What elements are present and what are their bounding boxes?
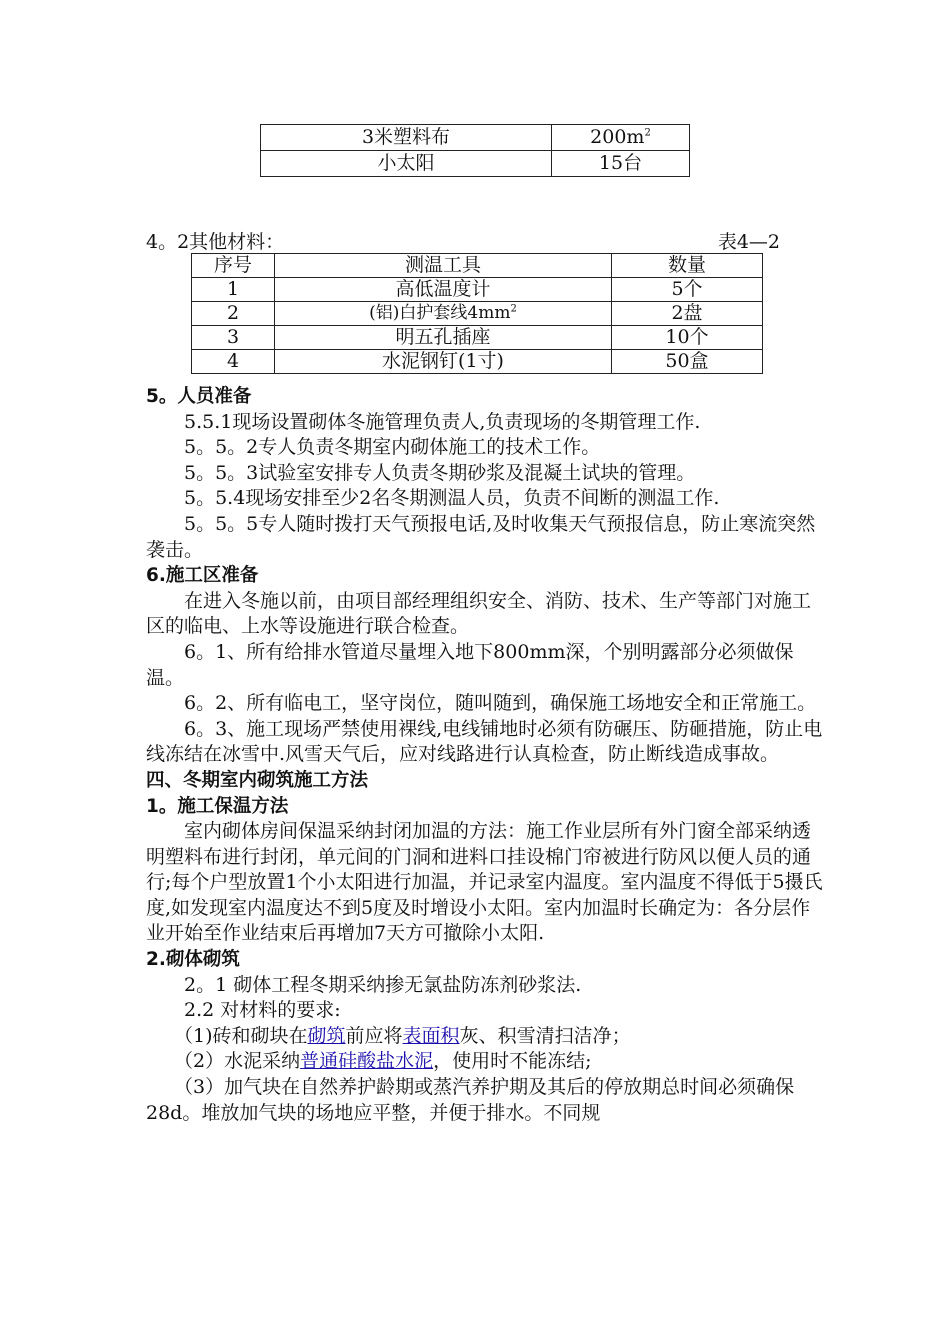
paragraph: 2.2 对材料的要求: (184, 999, 341, 1022)
table-row (192, 302, 763, 326)
caption-left: 4。2其他材料： (146, 231, 285, 253)
paragraph: 2。1 砌体工程冬期采纳掺无氯盐防冻剂砂浆法. (184, 973, 582, 996)
paragraph: 6。1、所有给排水管道尽量埋入地下800mm深，个别明露部分必须做保温。 (146, 640, 794, 689)
column-header: 数量 (612, 254, 763, 278)
list-item: （1)砖和砌块在砌筑前应将表面积灰、积雪清扫洁净； (174, 1024, 631, 1047)
section-heading-personnel: 5。人员准备 (146, 386, 252, 407)
document-body (146, 384, 826, 1126)
caption-table-number: 表4—2 (717, 231, 780, 253)
row-number-cell: 4 (192, 350, 275, 374)
chapter-heading: 四、冬期室内砌筑施工方法 (146, 769, 369, 791)
section-heading-masonry: 2.砌体砌筑 (146, 949, 240, 971)
paragraph: 5.5.1现场设置砌体冬施管理负责人,负责现场的冬期管理工作. (184, 410, 701, 433)
tool-qty-cell: 10个 (612, 326, 763, 350)
tool-qty-cell: 2盘 (612, 302, 763, 326)
list-item: （2）水泥采纳普通硅酸盐水泥，使用时不能冻结; (174, 1050, 592, 1073)
paragraph: 5。5.4现场安排至少2名冬期测温人员，负责不间断的测温工作. (184, 487, 720, 510)
paragraph: 6。3、施工现场严禁使用裸线,电线铺地时必须有防碾压、防砸措施，防止电线冻结在冰雪中.风雪天气后，应对线路进行认真检查，防止断线造成事故。 (146, 717, 823, 766)
table-row (261, 151, 690, 177)
section-heading-site: 6.施工区准备 (146, 565, 259, 587)
section-heading-insulation: 1。施工保温方法 (146, 795, 289, 817)
list-item: （3）加气块在自然养护龄期或蒸汽养护期及其后的停放期总时间必须确保28d。堆放加气块的场地应平整，并便于排水。不同规 (146, 1076, 795, 1124)
table-row (192, 326, 763, 350)
table-caption (146, 230, 780, 254)
table-row (192, 350, 763, 374)
tool-name-cell: 明五孔插座 (275, 326, 612, 350)
paragraph: 5。5。5专人随时拨打天气预报电话,及时收集天气预报信息，防止寒流突然袭击。 (146, 512, 816, 561)
tool-name-cell: 水泥钢钉(1寸) (275, 350, 612, 374)
tool-qty-cell: 50盒 (612, 350, 763, 374)
temperature-tools-table (191, 253, 763, 374)
paragraph: 5。5。3试验室安排专人负责冬期砂浆及混凝土试块的管理。 (184, 461, 696, 484)
tool-name-cell: 高低温度计 (275, 278, 612, 302)
material-name-cell: 小太阳 (261, 151, 552, 177)
table-header-row (192, 254, 763, 278)
tool-name-cell: (铝)白护套线$4mm^2$ (275, 302, 612, 326)
table-row (192, 278, 763, 302)
paragraph: 室内砌体房间保温采纳封闭加温的方法：施工作业层所有外门窗全部采纳透明塑料布进行封闭，单元间的门洞和进料口挂设棉门帘被进行防风以便人员的通行;每个户型放置1个小太阳进行加温，并记录室内温度。室内温度不得低于5摄氏度,如发现室内温度达不到5度及时增设小太阳。室内加温时长确定为：各分层作业开始至作业结束后再增加7天方可撤除小太阳. (146, 820, 823, 945)
materials-table-continued (260, 124, 690, 177)
tool-qty-cell: 5个 (612, 278, 763, 302)
material-qty-cell: $200m^2$ (552, 125, 690, 151)
row-number-cell: 2 (192, 302, 275, 326)
table-row (261, 125, 690, 151)
link-portland-cement[interactable]: 普通硅酸盐水泥 (300, 1050, 434, 1073)
column-header: 序号 (192, 254, 275, 278)
paragraph: 5。5。2专人负责冬期室内砌体施工的技术工作。 (184, 436, 601, 459)
material-qty-cell: 15台 (552, 151, 690, 177)
row-number-cell: 1 (192, 278, 275, 302)
link-surface-area[interactable]: 表面积 (402, 1024, 460, 1047)
column-header: 测温工具 (275, 254, 612, 278)
paragraph: 6。2、所有临电工，坚守岗位，随叫随到，确保施工场地安全和正常施工。 (184, 692, 817, 715)
link-masonry[interactable]: 砌筑 (307, 1024, 346, 1047)
paragraph: 在进入冬施以前，由项目部经理组织安全、消防、技术、生产等部门对施工区的临电、上水等设施进行联合检查。 (146, 589, 812, 638)
material-name-cell: 3米塑料布 (261, 125, 552, 151)
row-number-cell: 3 (192, 326, 275, 350)
